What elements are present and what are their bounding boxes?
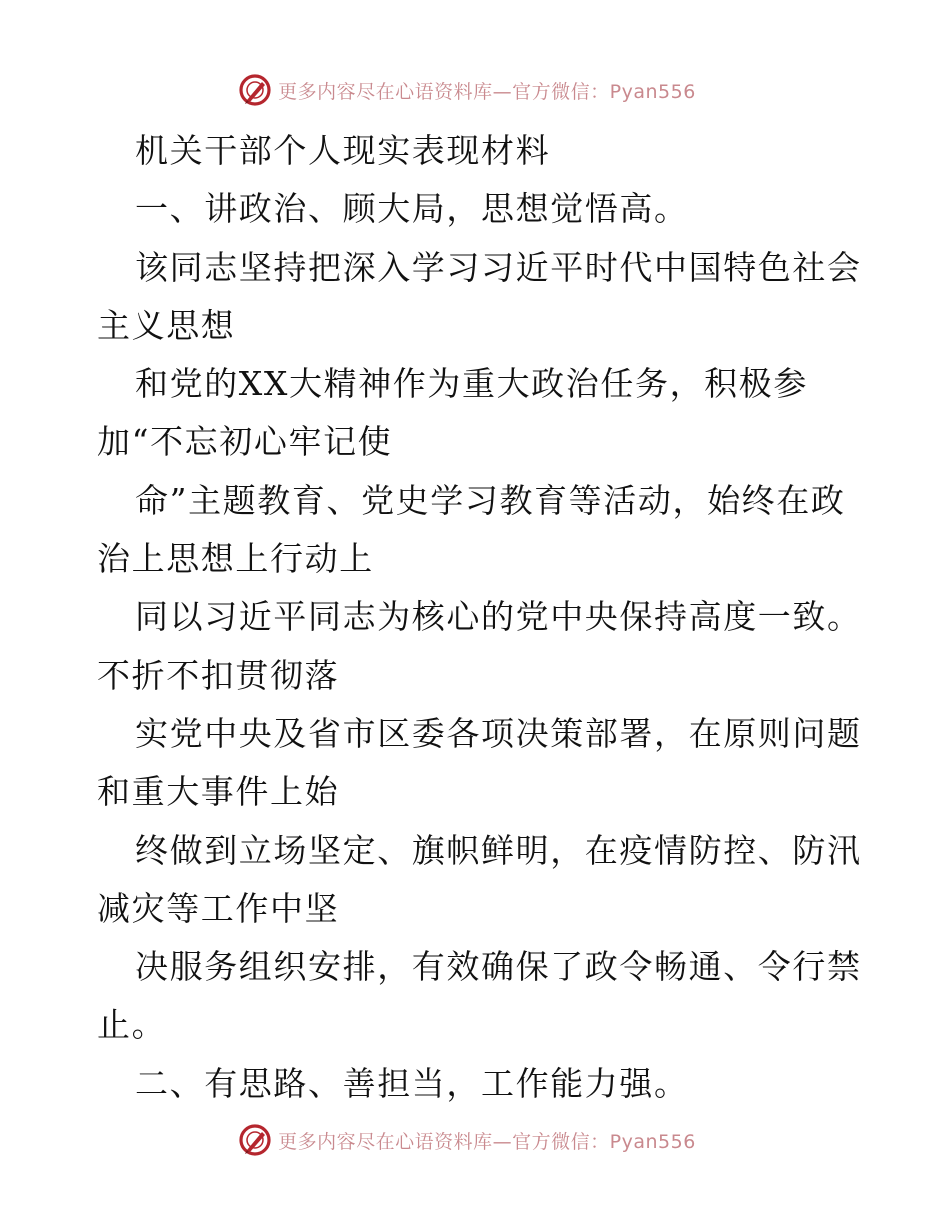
paragraph-line: 命”主题教育、党史学习教育等活动，始终在政 bbox=[135, 480, 846, 520]
paragraph-line: 主义思想 bbox=[97, 305, 236, 345]
paragraph-line: 治上思想上行动上 bbox=[97, 539, 374, 579]
paragraph-line: 不折不扣贯彻落 bbox=[97, 655, 340, 695]
paragraph-line: 同以习近平同志为核心的党中央保持高度一致。 bbox=[135, 597, 862, 637]
paragraph-line: 和重大事件上始 bbox=[97, 772, 340, 812]
footer-banner bbox=[0, 1120, 950, 1160]
paragraph-line: 决服务组织安排，有效确保了政令畅通、令行禁 bbox=[135, 947, 862, 987]
section-heading-1: 一、讲政治、顾大局，思想觉悟高。 bbox=[135, 189, 689, 229]
header-banner-content bbox=[238, 73, 696, 107]
header-banner-text: 更多内容尽在心语资料库—官方微信：Pyan556 bbox=[278, 80, 696, 103]
doc-title: 机关干部个人现实表现材料 bbox=[135, 131, 551, 170]
header-banner bbox=[0, 70, 950, 110]
footer-banner-content bbox=[238, 1123, 696, 1157]
footer-banner-text: 更多内容尽在心语资料库—官方微信：Pyan556 bbox=[278, 1130, 696, 1153]
pen-logo-icon bbox=[238, 1123, 272, 1157]
paragraph-line: 实党中央及省市区委各项决策部署，在原则问题 bbox=[135, 713, 862, 753]
paragraph-line: 和党的XX大精神作为重大政治任务，积极参 bbox=[135, 364, 808, 404]
document-body bbox=[97, 122, 862, 1113]
paragraph-line: 止。 bbox=[97, 1005, 167, 1045]
pen-logo-icon bbox=[238, 73, 272, 107]
paragraph-line: 终做到立场坚定、旗帜鲜明，在疫情防控、防汛 bbox=[135, 830, 862, 870]
section-heading-2: 二、有思路、善担当，工作能力强。 bbox=[135, 1063, 689, 1103]
paragraph-line: 减灾等工作中坚 bbox=[97, 888, 340, 928]
paragraph-line: 加“不忘初心牢记使 bbox=[97, 422, 393, 462]
paragraph-line: 该同志坚持把深入学习习近平时代中国特色社会 bbox=[135, 247, 862, 287]
